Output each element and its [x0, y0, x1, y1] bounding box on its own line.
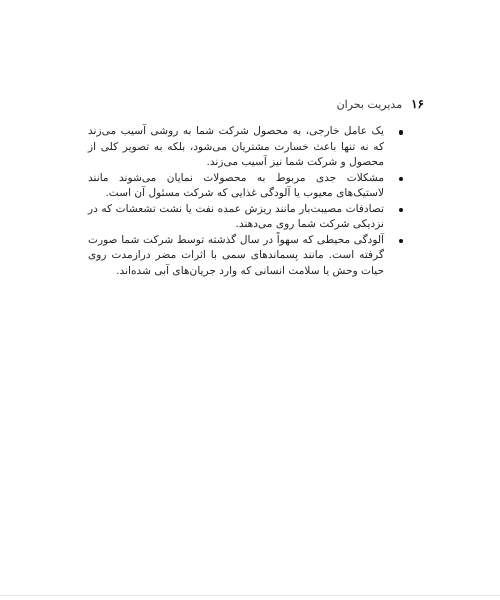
list-item-text: آلودگی محیطی که سهواً در سال گذشته توسط شرکت شما صورت گرفته است. مانند پسماندهای سمی با اثرات مضر درازمدت روی حیات وحش یا سلامت انسانی که وارد جریان‌های آبی شده‌اند.: [88, 233, 384, 277]
page-bottom-divider: [0, 595, 500, 596]
list-item-text: مشکلات جدی مربوط به محصولات نمایان می‌شوند مانند لاستیک‌های معیوب یا آلودگی غذایی که شرکت مسئول آن است.: [88, 171, 384, 199]
body-content: [88, 124, 404, 279]
list-item: [88, 171, 404, 202]
bullet-icon: [399, 239, 404, 244]
bullet-icon: [399, 130, 404, 135]
page-number: ۱۶: [411, 97, 424, 111]
bullet-icon: [399, 208, 404, 213]
bullet-list: [88, 124, 404, 279]
chapter-title: مدیریت بحران: [336, 98, 403, 111]
list-item-text: یک عامل خارجی، به محصول شرکت شما به روشی آسیب می‌زند که نه تنها باعث خسارت مشتریان می‌شود، بلکه به تصویر کلی از محصول و شرکت شما نیز آسیب می‌زند.: [88, 125, 384, 168]
running-header: [337, 97, 424, 111]
list-item: [88, 124, 404, 171]
list-item-text: تصادفات مصیبت‌بار مانند ریزش عمده نفت یا نشت تشعشات که در نزدیکی شرکت شما روی می‌دهند.: [88, 202, 384, 230]
bullet-icon: [399, 177, 404, 182]
list-item: [88, 233, 404, 280]
list-item: [88, 202, 404, 233]
